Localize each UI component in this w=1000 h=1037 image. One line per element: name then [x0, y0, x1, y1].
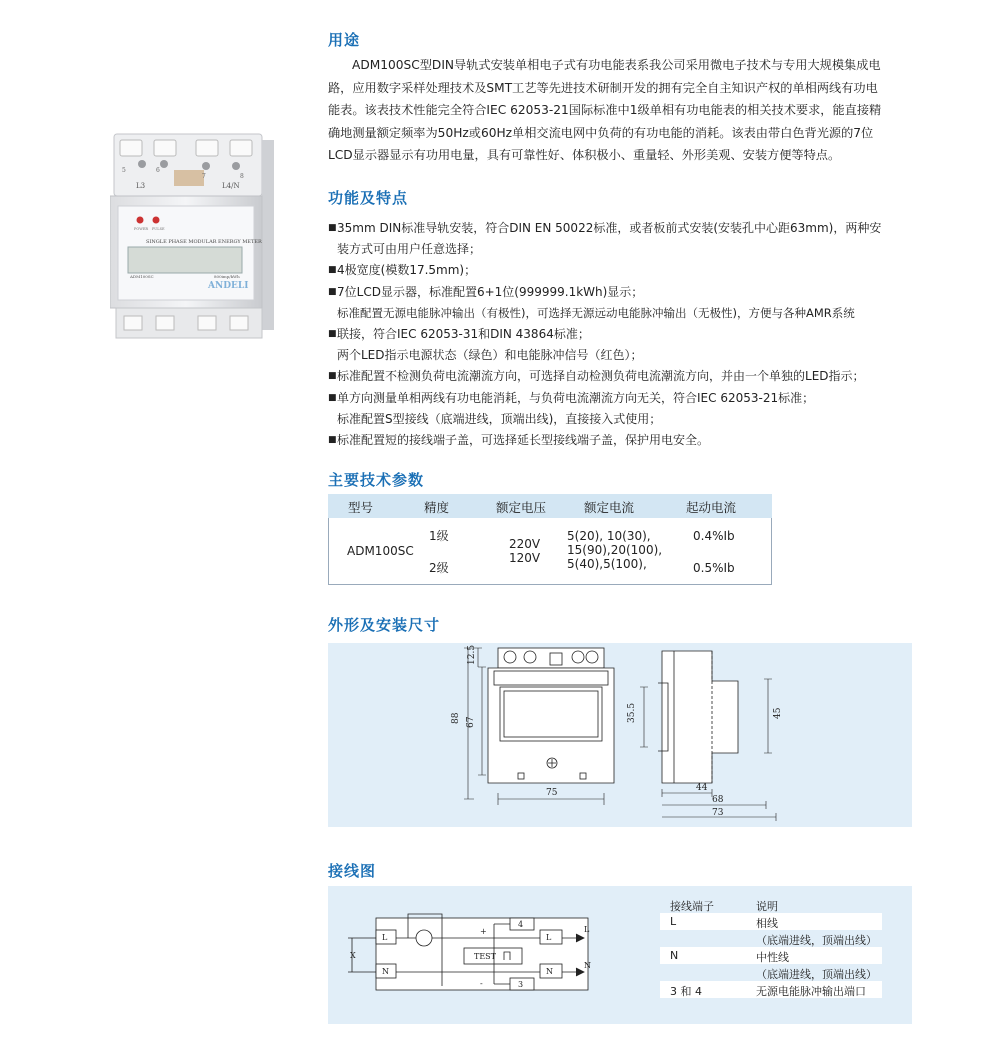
params-table-header	[328, 494, 772, 518]
meter-model-text: ADM100SC	[130, 274, 154, 279]
feature-line: 装方式可由用户任意选择；	[337, 242, 482, 257]
wiring-n-out: N	[546, 967, 553, 976]
led-power-label: POWER	[134, 227, 149, 231]
features-title: 功能及特点	[328, 189, 409, 207]
meter-photo	[110, 126, 276, 348]
dim-88: 88	[451, 712, 461, 724]
meter-brand: ANDELI	[208, 281, 249, 291]
wiring-load-l: L	[584, 925, 590, 934]
legend-row: 3 和 4 无源电能脉冲输出端口	[660, 981, 882, 998]
legend-header-desc: 说明	[756, 900, 778, 913]
usage-title: 用途	[328, 31, 361, 49]
dim-44: 44	[696, 783, 708, 793]
feature-line: ■ 7位LCD显示器，标准配置6+1位(999999.1kWh)显示；	[328, 284, 644, 299]
dim-45: 45	[773, 707, 783, 719]
wiring-title: 接线图	[328, 862, 377, 880]
terminal-label-l3: L3	[136, 182, 146, 190]
dim-75: 75	[546, 788, 558, 798]
meter-panel-text: SINGLE PHASE MODULAR ENERGY METER	[146, 239, 262, 245]
features-list	[328, 218, 938, 451]
wiring-x: X	[350, 951, 356, 960]
usage-line: LCD显示器显示有功用电量，具有可靠性好、体积极小、重量轻、外形美观、安装方便等特点。	[328, 148, 841, 163]
legend-header	[660, 896, 882, 913]
legend-row: L 相线	[660, 913, 882, 930]
terminal-7: 7	[202, 173, 206, 180]
cell-start-1: 0.4%Ib	[693, 529, 735, 543]
usage-line: 能表。该表技术性能完全符合IEC 62053-21国际标准中1级单相有功电能表的相关技术要求，能直接精	[328, 103, 882, 118]
wiring-terminal-3: 3	[518, 980, 524, 989]
feature-line: ■ 标准配置不检测负荷电流潮流方向，可选择自动检测负荷电流潮流方向，并由一个单独的LED指示；	[328, 369, 865, 384]
feature-line: 标准配置无源电能脉冲输出（有极性)，可选择无源远动电能脉冲输出（无极性)，方便与各种AMR系统	[337, 305, 855, 320]
legend-row-empty	[660, 998, 882, 1015]
usage-paragraph	[328, 54, 932, 167]
dim-73: 73	[712, 808, 724, 818]
wiring-n-in: N	[382, 967, 389, 976]
led-pulse-label: PULSE	[152, 227, 165, 231]
legend-row: （底端进线，顶端出线）	[756, 968, 877, 981]
cell-start-2: 0.5%Ib	[693, 561, 735, 575]
header-current: 额定电流	[584, 500, 635, 515]
dim-68: 68	[712, 795, 724, 805]
wiring-l-in: L	[382, 933, 388, 942]
wiring-minus: -	[480, 979, 483, 988]
params-table-body	[328, 518, 772, 585]
feature-line: 标准配置S型接线（底端进线，顶端出线)，直接接入式使用；	[337, 411, 662, 426]
feature-line: ■ 标准配置短的接线端子盖，可选择延长型接线端子盖，保护用电安全。	[328, 432, 710, 447]
meter-spec-text: 800imp/kWh	[214, 274, 240, 279]
cell-model: ADM100SC	[347, 544, 414, 558]
feature-line: ■ 单方向测量单相两线有功电能消耗，与负荷电流潮流方向无关，符合IEC 62053-21标准；	[328, 390, 815, 405]
cell-accuracy-2: 2级	[429, 561, 449, 575]
wiring-l-out: L	[546, 933, 552, 942]
feature-line: ■ 4极宽度(模数17.5mm)；	[328, 263, 477, 278]
params-title: 主要技术参数	[328, 471, 425, 489]
feature-line: ■ 35mm DIN标准导轨安装，符合DIN EN 50022标准，或者板前式安装(安装孔中心距63mm)，两种安	[328, 221, 882, 235]
cell-current-1: 5(20), 10(30),	[567, 529, 651, 543]
wiring-test: TEST	[474, 952, 496, 961]
dim-67: 67	[466, 716, 476, 728]
cell-voltage-1: 220V	[509, 537, 541, 551]
feature-line: 两个LED指示电源状态（绿色）和电能脉冲信号（红色）；	[337, 348, 643, 363]
feature-line: ■ 联接，符合IEC 62053-31和DIN 43864标准；	[328, 326, 590, 341]
legend-row: （底端进线，顶端出线）	[756, 934, 877, 947]
wiring-load-n: N	[584, 961, 591, 970]
terminal-8: 8	[240, 173, 244, 180]
header-start-current: 起动电流	[686, 500, 737, 515]
terminal-5: 5	[122, 167, 126, 174]
cell-voltage-2: 120V	[509, 551, 541, 565]
usage-line: 确地测量额定频率为50Hz或60Hz单相交流电网中负荷的有功电能的消耗。该表由带白色背光源的7位	[328, 125, 874, 140]
terminal-6: 6	[156, 167, 160, 174]
cell-accuracy-1: 1级	[429, 529, 449, 543]
cell-current-3: 5(40),5(100),	[567, 557, 647, 571]
usage-line: ADM100SC型DIN导轨式安装单相电子式有功电能表系我公司采用微电子技术与专用大规模集成电	[352, 58, 881, 72]
legend-row: N 中性线	[660, 947, 882, 964]
header-model: 型号	[348, 500, 374, 515]
wiring-legend	[660, 896, 882, 1015]
legend-header-term: 接线端子	[670, 900, 714, 913]
dims-title: 外形及安装尺寸	[328, 616, 441, 634]
wiring-plus: +	[480, 927, 487, 936]
wiring-diagram	[328, 886, 628, 1024]
dim-35-5: 35.5	[627, 702, 637, 723]
terminal-label-l4n: L4/N	[222, 182, 240, 190]
dimension-drawing-panel	[328, 643, 912, 827]
dimension-drawing	[328, 643, 912, 827]
header-voltage: 额定电压	[496, 500, 547, 515]
params-table	[328, 494, 772, 586]
dim-12-5: 12.5	[467, 644, 477, 665]
wiring-terminal-4: 4	[518, 920, 524, 929]
header-accuracy: 精度	[424, 500, 450, 515]
usage-line: 路，应用数字采样处理技术及SMT工艺等先进技术研制开发的拥有完全自主知识产权的单相两线有功电	[328, 80, 878, 95]
cell-current-2: 15(90),20(100),	[567, 543, 663, 557]
